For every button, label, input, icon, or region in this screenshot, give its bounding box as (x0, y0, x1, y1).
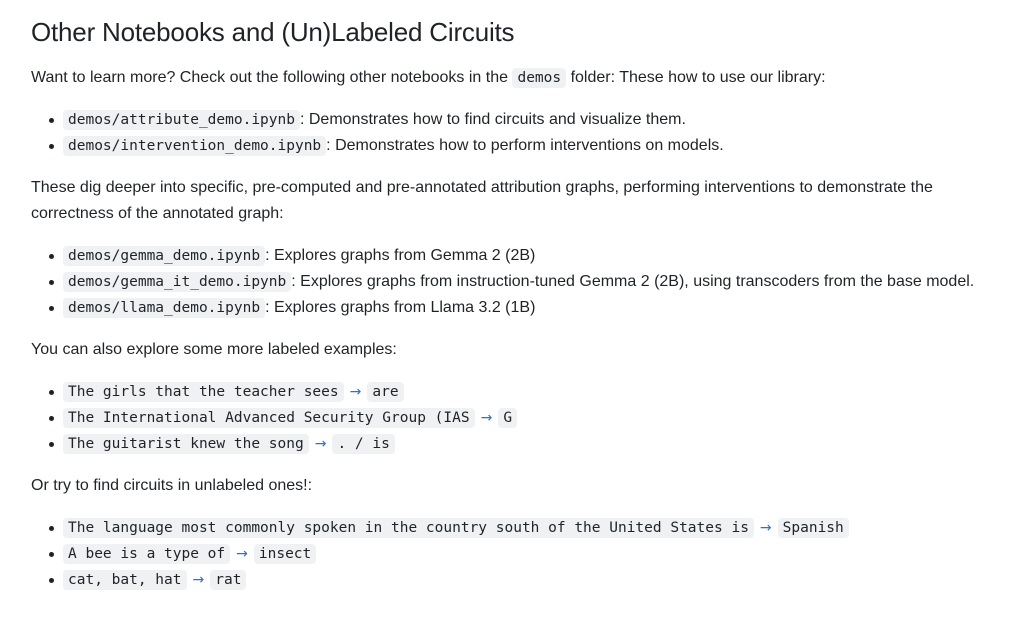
demos-folder-code: demos (512, 68, 566, 88)
example-target: insect (254, 544, 316, 564)
notebook-path: demos/llama_demo.ipynb (63, 298, 265, 318)
notebook-description: : Demonstrates how to find circuits and visualize them. (299, 111, 686, 128)
list-item (63, 379, 1000, 405)
list-item (63, 431, 1000, 457)
right-arrow-icon: → (759, 520, 772, 536)
notebook-description: : Explores graphs from Gemma 2 (2B) (265, 247, 536, 264)
notebook-path: demos/intervention_demo.ipynb (63, 136, 326, 156)
labeled-examples-list (31, 379, 1000, 457)
intro-text-before: Want to learn more? Check out the following other notebooks in the (31, 69, 509, 86)
notebook-description: : Explores graphs from Llama 3.2 (1B) (265, 299, 536, 316)
right-arrow-icon: → (480, 410, 493, 426)
example-prompt: The International Advanced Security Group (IAS (63, 408, 475, 428)
section-heading: Other Notebooks and (Un)Labeled Circuits (31, 17, 515, 47)
list-item (63, 107, 1000, 133)
example-target: are (367, 382, 403, 402)
example-prompt: cat, bat, hat (63, 570, 187, 590)
example-prompt: The girls that the teacher sees (63, 382, 344, 402)
intro-text-after: folder: These how to use our library: (570, 69, 826, 86)
right-arrow-icon: → (314, 436, 327, 452)
unlabeled-paragraph: Or try to find circuits in unlabeled ones!: (31, 477, 313, 494)
example-prompt: The guitarist knew the song (63, 434, 309, 454)
right-arrow-icon: → (192, 572, 205, 588)
example-target: Spanish (778, 518, 849, 538)
notebook-path: demos/gemma_it_demo.ipynb (63, 272, 291, 292)
right-arrow-icon: → (236, 546, 248, 562)
intro-paragraph (31, 65, 1000, 91)
example-prompt: A bee is a type of (63, 544, 230, 564)
example-target: rat (210, 570, 246, 590)
list-item (63, 567, 1000, 593)
list-item (63, 243, 1000, 269)
list-item (63, 295, 1000, 321)
list-item (63, 133, 1000, 159)
deeper-paragraph: These dig deeper into specific, pre-computed and pre-annotated attribution graphs, performing interventions to demonstrate the correctness of the annotated graph: (31, 179, 933, 222)
labeled-paragraph: You can also explore some more labeled examples: (31, 341, 397, 358)
example-target: G (498, 408, 517, 428)
right-arrow-icon: → (349, 384, 362, 400)
library-notebooks-list (31, 107, 1000, 159)
example-prompt: The language most commonly spoken in the country south of the United States is (63, 518, 754, 538)
notebook-description: : Explores graphs from instruction-tuned Gemma 2 (2B), using transcoders from the base model. (291, 273, 975, 290)
list-item (63, 269, 1000, 295)
list-item (63, 515, 1000, 541)
list-item (63, 405, 1000, 431)
list-item (63, 541, 1000, 567)
notebook-description: : Demonstrates how to perform interventions on models. (326, 137, 724, 154)
example-target: . / is (332, 434, 394, 454)
deeper-notebooks-list (31, 243, 1000, 321)
notebook-path: demos/attribute_demo.ipynb (63, 110, 300, 130)
notebook-path: demos/gemma_demo.ipynb (63, 246, 265, 266)
unlabeled-examples-list (31, 515, 1000, 593)
